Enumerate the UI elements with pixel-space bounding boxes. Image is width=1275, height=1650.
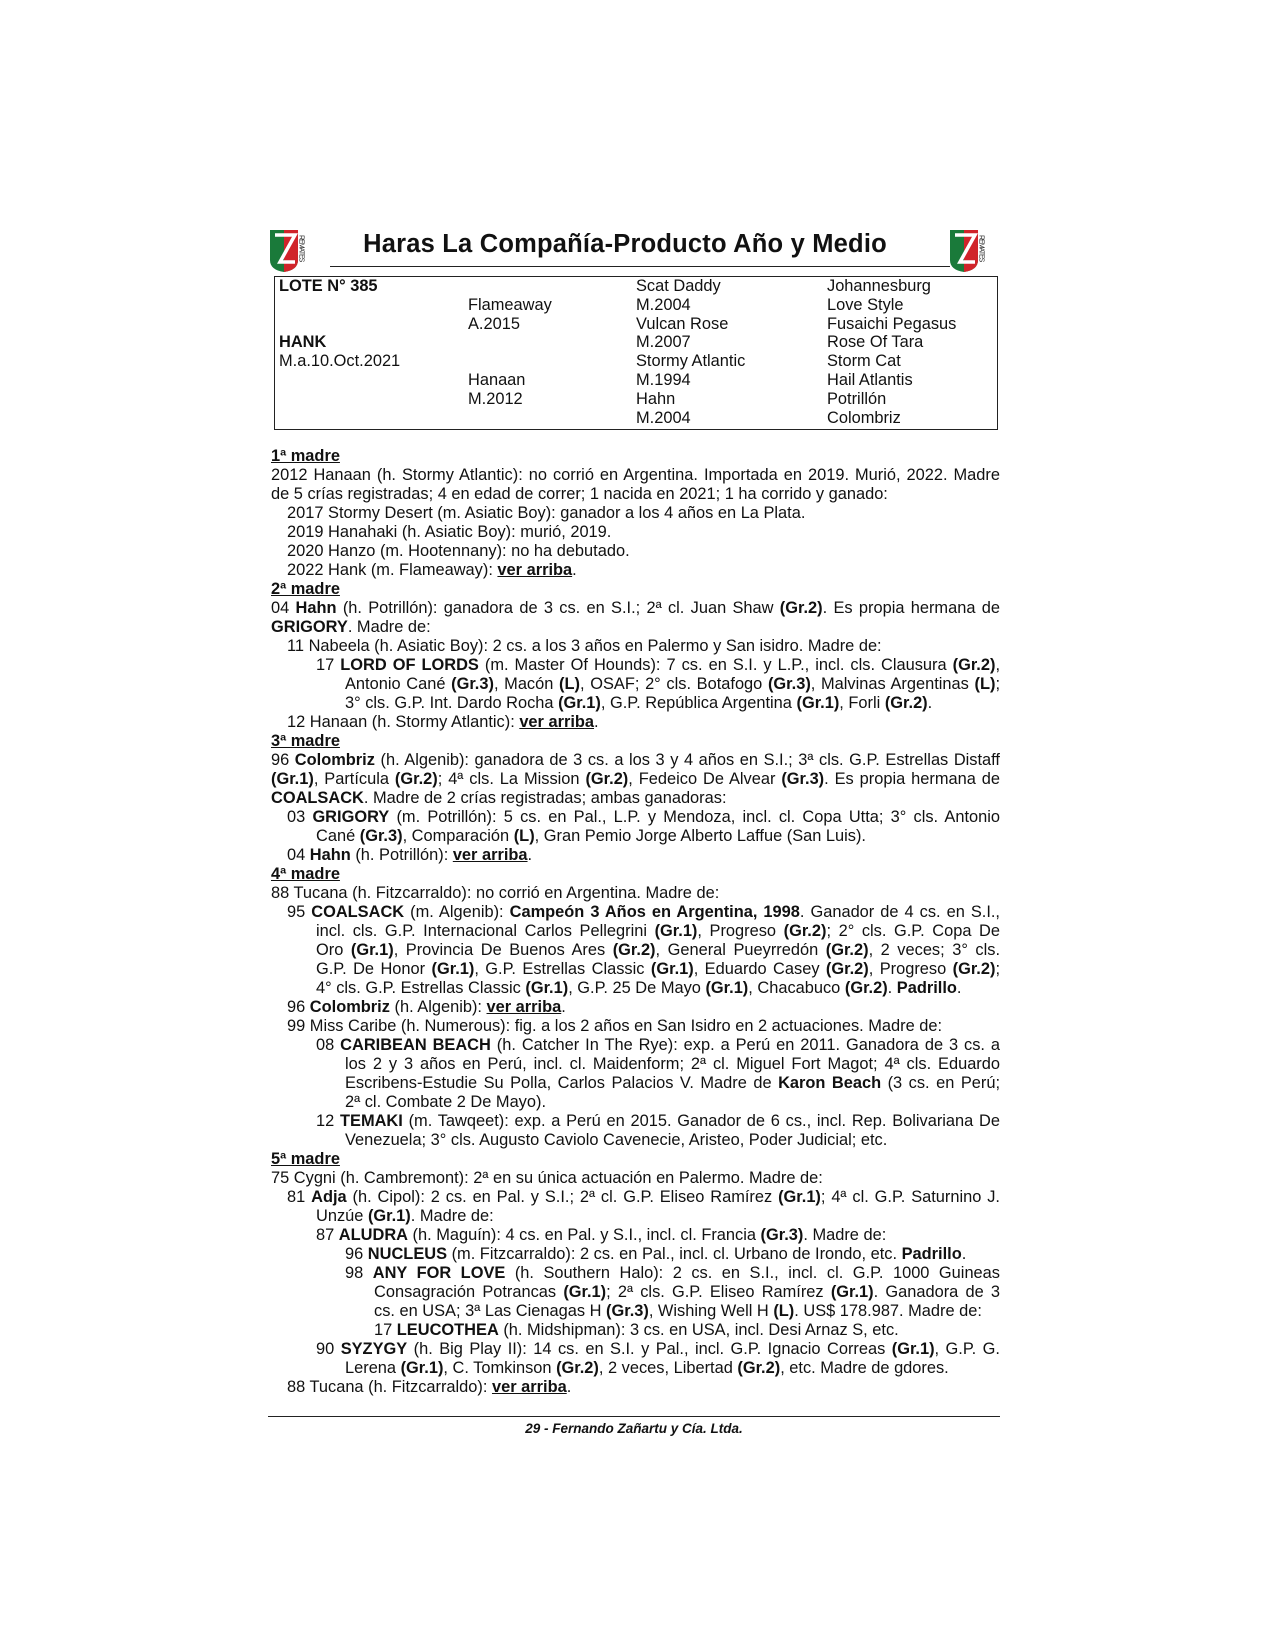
record-line	[271, 1359, 1000, 1378]
text-run: Oro	[316, 941, 351, 959]
text-run: (h. Potrillón): ganadora de 3 cs. en S.I.; 2ª cl. Juan Shaw	[336, 599, 780, 617]
text-run: LORD OF LORDS	[340, 656, 479, 674]
record-line	[271, 542, 1000, 561]
text-run: .	[527, 846, 533, 864]
text-run: LEUCOTHEA	[396, 1321, 499, 1339]
record-line	[271, 523, 1000, 542]
text-run: , Macón	[493, 675, 560, 693]
text-run: 81	[287, 1188, 312, 1206]
record-line	[271, 922, 1000, 941]
title-rule	[330, 266, 950, 267]
grandparent-cell: M.2007	[636, 333, 691, 351]
text-run: .	[956, 979, 962, 997]
record-line	[271, 903, 1000, 922]
text-run: (Gr.1)	[705, 979, 749, 997]
text-run: , G.P. Estrellas Classic	[474, 960, 651, 978]
text-run: GRIGORY	[312, 808, 390, 826]
record-line	[271, 1131, 1000, 1150]
text-run: (h. Big Play II): 14 cs. en S.I. y Pal., incl. G.P. Ignacio Correas	[407, 1340, 892, 1358]
great-grandparent-cell: Fusaichi Pegasus	[827, 315, 957, 333]
text-run: 12 Hanaan (h. Stormy Atlantic):	[287, 713, 520, 731]
text-run: (m. Tawqeet): exp. a Perú en 2015. Ganador de 6 cs., incl. Rep. Bolivariana De	[402, 1112, 1000, 1130]
section-heading	[271, 580, 1000, 599]
text-run: 90	[316, 1340, 341, 1358]
text-run: Karon Beach	[778, 1074, 882, 1092]
text-run: 87	[316, 1226, 339, 1244]
text-run: (Gr.3)	[606, 1302, 649, 1320]
text-run: . Madre de 2 crías registradas; ambas ganadoras:	[363, 789, 727, 807]
record-line	[271, 1245, 1000, 1264]
logo-text: REMATES	[977, 235, 985, 262]
text-run: (L)	[559, 675, 580, 693]
record-line	[271, 599, 1000, 618]
text-run: 17	[374, 1321, 397, 1339]
cross-reference: ver arriba	[497, 561, 573, 579]
record-line	[271, 1321, 1000, 1340]
text-run: (Gr.1)	[350, 941, 394, 959]
text-run: 96	[271, 751, 295, 769]
text-run: (Gr.3)	[767, 675, 811, 693]
cross-reference: ver arriba	[491, 1378, 567, 1396]
text-run: (L)	[513, 827, 535, 845]
produce-record	[271, 447, 1000, 1397]
text-run: (Gr.1)	[558, 694, 601, 712]
text-run: (Gr.2)	[825, 941, 869, 959]
grandparent-cell: M.1994	[636, 371, 691, 389]
text-run: (h. Maguín): 4 cs. en Pal. y S.I., incl. cl. Francia	[408, 1226, 761, 1244]
text-run: ; 4ª cls. La Mission	[437, 770, 586, 788]
text-run: Colombriz	[309, 998, 390, 1016]
text-run: , 2 veces; 3° cls.	[868, 941, 1001, 959]
horse-info: M.a.10.Oct.2021	[279, 352, 401, 370]
text-run: ,	[995, 656, 1000, 674]
text-run: (Gr.3)	[451, 675, 494, 693]
text-run: TEMAKI	[340, 1112, 403, 1130]
text-run: cs. en USA; 3ª Las Cienagas H	[374, 1302, 607, 1320]
record-line	[271, 998, 1000, 1017]
text-run: (Gr.3)	[359, 827, 403, 845]
dam-info: M.2012	[468, 390, 523, 408]
dam-name: Hanaan	[468, 371, 526, 389]
text-run: (Gr.1)	[400, 1359, 444, 1377]
text-run: (h. Algenib):	[389, 998, 487, 1016]
section-heading	[271, 1150, 1000, 1169]
text-run: , Progreso	[868, 960, 953, 978]
text-run: CARIBEAN BEACH	[340, 1036, 491, 1054]
text-run: Padrillo	[901, 1245, 962, 1263]
text-run: ;	[995, 960, 1000, 978]
text-run: .	[561, 998, 566, 1016]
text-run: (Gr.1)	[431, 960, 475, 978]
text-run: .	[594, 713, 599, 731]
text-run: (Gr.1)	[796, 694, 840, 712]
record-line	[271, 694, 1000, 713]
logo-text: REMATES	[297, 235, 305, 262]
text-run: Colombriz	[294, 751, 375, 769]
text-run: . Ganador de 4 cs. en S.I.,	[799, 903, 1000, 921]
text-run: Cané	[316, 827, 360, 845]
text-run: 3° cls. G.P. Int. Dardo Rocha	[345, 694, 559, 712]
text-run: .	[961, 1245, 967, 1263]
text-run: , General Pueyrredón	[655, 941, 826, 959]
page-footer: 29 - Fernando Zañartu y Cía. Ltda.	[525, 1421, 743, 1436]
record-line	[271, 618, 1000, 637]
text-run: 5ª madre	[271, 1150, 340, 1168]
great-grandparent-cell: Storm Cat	[827, 352, 901, 370]
text-run: (Gr.3)	[760, 1226, 804, 1244]
record-line	[271, 637, 1000, 656]
text-run: (h. Cipol): 2 cs. en Pal. y S.I.; 2ª cl. G.P. Eliseo Ramírez	[346, 1188, 779, 1206]
text-run: 2020 Hanzo (m. Hootennany): no ha debutado.	[287, 542, 630, 560]
text-run: .	[927, 694, 933, 712]
text-run: 17	[316, 656, 341, 674]
record-line	[271, 1226, 1000, 1245]
text-run: 96	[345, 1245, 368, 1263]
record-line	[271, 789, 1000, 808]
sire-info: A.2015	[468, 315, 520, 333]
text-run: ; 4ª cl. G.P. Saturnino J.	[820, 1188, 1000, 1206]
record-line	[271, 1017, 1000, 1036]
text-run: , Malvinas Argentinas	[810, 675, 975, 693]
great-grandparent-cell: Hail Atlantis	[827, 371, 913, 389]
great-grandparent-cell: Love Style	[827, 296, 904, 314]
text-run: (Gr.2)	[884, 694, 928, 712]
great-grandparent-cell: Colombriz	[827, 409, 901, 427]
company-logo-right	[948, 224, 1002, 274]
record-line	[271, 675, 1000, 694]
great-grandparent-cell: Rose Of Tara	[827, 333, 924, 351]
text-run: , Fedeico De Alvear	[628, 770, 782, 788]
text-run: (Gr.2)	[779, 599, 823, 617]
text-run: , C. Tomkinson	[443, 1359, 557, 1377]
text-run: , G.P. G.	[934, 1340, 1000, 1358]
record-line	[271, 770, 1000, 789]
text-run: (Gr.2)	[952, 960, 996, 978]
text-run: de 5 crías registradas; 4 en edad de correr; 1 nacida en 2021; 1 ha corrido y ganado:	[271, 485, 888, 503]
record-line	[271, 1264, 1000, 1283]
text-run: .	[887, 979, 897, 997]
text-run: COALSACK	[311, 903, 405, 921]
grandparent-cell: Stormy Atlantic	[636, 352, 746, 370]
text-run: (m. Master Of Hounds): 7 cs. en S.I. y L.P., incl. cls. Clausura	[478, 656, 953, 674]
record-line	[271, 1036, 1000, 1055]
text-run: incl. cls. G.P. Internacional Carlos Pellegrini	[316, 922, 655, 940]
text-run: , Progreso	[697, 922, 784, 940]
text-run: (Gr.1)	[525, 979, 569, 997]
company-logo-left	[268, 224, 322, 274]
record-line	[271, 466, 1000, 485]
text-run: (Gr.2)	[844, 979, 888, 997]
grandparent-cell: M.2004	[636, 296, 691, 314]
text-run: Unzúe	[316, 1207, 368, 1225]
text-run: (Gr.1)	[654, 922, 698, 940]
record-line	[271, 485, 1000, 504]
record-line	[271, 561, 1000, 580]
grandparent-cell: Vulcan Rose	[636, 315, 729, 333]
text-run: (Gr.2)	[783, 922, 827, 940]
text-run: (Gr.1)	[830, 1283, 874, 1301]
text-run: 2012 Hanaan (h. Stormy Atlantic): no corrió en Argentina. Importada en 2019. Murió, 2022. Madre	[271, 466, 1000, 484]
text-run: Padrillo	[896, 979, 957, 997]
great-grandparent-cell: Johannesburg	[827, 277, 931, 295]
text-run: .	[572, 561, 577, 579]
record-line	[271, 941, 1000, 960]
text-run: , Comparación	[402, 827, 514, 845]
text-run: 1ª madre	[271, 447, 340, 465]
text-run: NUCLEUS	[367, 1245, 448, 1263]
text-run: los 2 y 3 años en Perú, incl. cl. Maidenform; 2ª cl. Miguel Fort Magot; 4ª cls. Eduardo	[345, 1055, 1000, 1073]
text-run: (Gr.2)	[585, 770, 629, 788]
record-line	[271, 827, 1000, 846]
text-run: , G.P. 25 De Mayo	[568, 979, 706, 997]
text-run: Hahn	[295, 599, 337, 617]
text-run: (Gr.1)	[367, 1207, 411, 1225]
text-run: , 2 veces, Libertad	[598, 1359, 738, 1377]
text-run: , G.P. República Argentina	[600, 694, 797, 712]
text-run: G.P. De Honor	[316, 960, 432, 978]
record-line	[271, 884, 1000, 903]
grandparent-cell: M.2004	[636, 409, 691, 427]
record-line	[271, 1055, 1000, 1074]
great-grandparent-cell: Potrillón	[827, 390, 887, 408]
cross-reference: ver arriba	[486, 998, 562, 1016]
text-run: , Provincia De Buenos Ares	[393, 941, 613, 959]
record-line	[271, 1283, 1000, 1302]
text-run: Venezuela; 3° cls. Augusto Caviolo Cavenecie, Aristeo, Poder Judicial; etc.	[345, 1131, 888, 1149]
text-run: ; 2° cls. G.P. Copa De	[826, 922, 1000, 940]
text-run: . Ganadora de 3	[873, 1283, 1000, 1301]
text-run: (Gr.1)	[891, 1340, 935, 1358]
text-run: Consagración Potrancas	[374, 1283, 564, 1301]
text-run: . Madre de:	[803, 1226, 887, 1244]
text-run: (h. Midshipman): 3 cs. en USA, incl. Desi Arnaz S, etc.	[498, 1321, 899, 1339]
record-line	[271, 1093, 1000, 1112]
text-run: Hahn	[309, 846, 351, 864]
record-line	[271, 1378, 1000, 1397]
record-line	[271, 979, 1000, 998]
text-run: . Madre de:	[347, 618, 431, 636]
record-line	[271, 1112, 1000, 1131]
record-line	[271, 751, 1000, 770]
record-line	[271, 1169, 1000, 1188]
text-run: Escribens-Estudie Su Polla, Carlos Palacios V. Madre de	[345, 1074, 779, 1092]
grandparent-cell: Scat Daddy	[636, 277, 721, 295]
text-run: Campeón 3 Años en Argentina, 1998	[509, 903, 800, 921]
text-run: 2ª madre	[271, 580, 340, 598]
record-line	[271, 656, 1000, 675]
text-run: (Gr.2)	[394, 770, 438, 788]
text-run: 2022 Hank (m. Flameaway):	[287, 561, 498, 579]
text-run: GRIGORY	[271, 618, 348, 636]
text-run: (Gr.1)	[650, 960, 694, 978]
text-run: (L)	[974, 675, 996, 693]
lot-number: LOTE N° 385	[279, 277, 378, 295]
text-run: 96	[287, 998, 310, 1016]
record-line	[271, 1207, 1000, 1226]
text-run: 12	[316, 1112, 340, 1130]
text-run: (h. Catcher In The Rye): exp. a Perú en 2011. Ganadora de 3 cs. a	[490, 1036, 1000, 1054]
text-run: (L)	[773, 1302, 795, 1320]
text-run: 88 Tucana (h. Fitzcarraldo): no corrió en Argentina. Madre de:	[271, 884, 720, 902]
text-run: . Madre de:	[410, 1207, 494, 1225]
page-title: Haras La Compañía-Producto Año y Medio	[363, 230, 887, 258]
text-run: , Forli	[839, 694, 885, 712]
text-run: (Gr.2)	[556, 1359, 599, 1377]
text-run: COALSACK	[271, 789, 364, 807]
grandparent-cell: Hahn	[636, 390, 676, 408]
record-line	[271, 1188, 1000, 1207]
text-run: , Chacabuco	[748, 979, 845, 997]
text-run: 08	[316, 1036, 341, 1054]
text-run: 4ª madre	[271, 865, 340, 883]
record-line	[271, 808, 1000, 827]
cross-reference: ver arriba	[519, 713, 595, 731]
text-run: SYZYGY	[340, 1340, 408, 1358]
footer-rule	[268, 1416, 1000, 1417]
text-run: (Gr.1)	[563, 1283, 607, 1301]
text-run: , OSAF; 2° cls. Botafogo	[579, 675, 768, 693]
text-run: .	[566, 1378, 572, 1396]
text-run: (m. Fitzcarraldo): 2 cs. en Pal., incl. cl. Urbano de Irondo, etc.	[447, 1245, 902, 1263]
text-run: , Eduardo Casey	[693, 960, 826, 978]
record-line	[271, 1302, 1000, 1321]
text-run: (Gr.2)	[612, 941, 656, 959]
cross-reference: ver arriba	[452, 846, 528, 864]
text-run: 4° cls. G.P. Estrellas Classic	[316, 979, 526, 997]
record-line	[271, 713, 1000, 732]
text-run: (Gr.1)	[778, 1188, 821, 1206]
section-heading	[271, 865, 1000, 884]
text-run: , Wishing Well H	[648, 1302, 774, 1320]
text-run: Antonio Cané	[345, 675, 452, 693]
text-run: (h. Southern Halo): 2 cs. en S.I., incl. cl. G.P. 1000 Guineas	[505, 1264, 1000, 1282]
text-run: 04	[271, 599, 296, 617]
section-heading	[271, 447, 1000, 466]
text-run: , etc. Madre de gdores.	[780, 1359, 949, 1377]
text-run: (h. Potrillón):	[350, 846, 453, 864]
text-run: (m. Algenib):	[404, 903, 510, 921]
text-run: ALUDRA	[338, 1226, 408, 1244]
pedigree-table	[274, 276, 998, 430]
section-heading	[271, 732, 1000, 751]
text-run: 2ª cl. Combate 2 De Mayo).	[345, 1093, 547, 1111]
text-run: 75 Cygni (h. Cambremont): 2ª en su única actuación en Palermo. Madre de:	[271, 1169, 823, 1187]
text-run: . Es propia hermana de	[824, 770, 1000, 788]
text-run: 2017 Stormy Desert (m. Asiatic Boy): ganador a los 4 años en La Plata.	[287, 504, 806, 522]
text-run: (Gr.1)	[271, 770, 314, 788]
sire-name: Flameaway	[468, 296, 552, 314]
text-run: 2019 Hanahaki (h. Asiatic Boy): murió, 2019.	[287, 523, 612, 541]
text-run: ANY FOR LOVE	[372, 1264, 506, 1282]
text-run: 11 Nabeela (h. Asiatic Boy): 2 cs. a los 3 años en Palermo y San isidro. Madre de:	[287, 637, 882, 655]
text-run: 99 Miss Caribe (h. Numerous): fig. a los 2 años en San Isidro en 2 actuaciones. Madre de:	[287, 1017, 943, 1035]
text-run: 3ª madre	[271, 732, 340, 750]
text-run: (Gr.3)	[781, 770, 825, 788]
text-run: (m. Potrillón): 5 cs. en Pal., L.P. y Mendoza, incl. cl. Copa Utta; 3° cls. Antonio	[389, 808, 1000, 826]
text-run: (3 cs. en Perú;	[881, 1074, 1000, 1092]
horse-name: HANK	[279, 333, 327, 351]
record-line	[271, 846, 1000, 865]
record-line	[271, 504, 1000, 523]
text-run: ;	[995, 675, 1000, 693]
text-run: 88 Tucana (h. Fitzcarraldo):	[287, 1378, 492, 1396]
text-run: . US$ 178.987. Madre de:	[794, 1302, 982, 1320]
text-run: (Gr.2)	[737, 1359, 781, 1377]
text-run: , Gran Pemio Jorge Alberto Laffue (San Luis).	[534, 827, 866, 845]
text-run: ; 2ª cls. G.P. Eliseo Ramírez	[606, 1283, 831, 1301]
text-run: Adja	[311, 1188, 347, 1206]
record-line	[271, 960, 1000, 979]
record-line	[271, 1340, 1000, 1359]
text-run: 03	[287, 808, 313, 826]
text-run: 95	[287, 903, 312, 921]
text-run: Lerena	[345, 1359, 401, 1377]
text-run: 04	[287, 846, 310, 864]
text-run: (h. Algenib): ganadora de 3 cs. a los 3 y 4 años en S.I.; 3ª cls. G.P. Estrellas Distaff	[374, 751, 1000, 769]
text-run: . Es propia hermana de	[822, 599, 1000, 617]
text-run: 98	[345, 1264, 373, 1282]
record-line	[271, 1074, 1000, 1093]
text-run: (Gr.2)	[825, 960, 869, 978]
text-run: , Partícula	[313, 770, 395, 788]
text-run: (Gr.2)	[952, 656, 996, 674]
